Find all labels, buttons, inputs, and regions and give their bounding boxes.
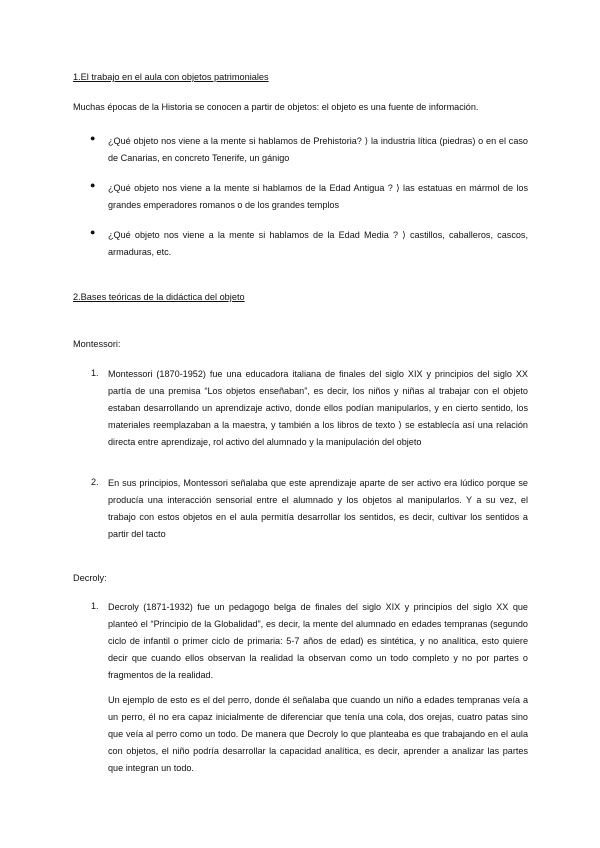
bullet-edad-antigua: ¿Qué objeto nos viene a la mente si hablamos de la Edad Antigua ? ⟩ las estatuas en mármol de los grandes emperadores romanos o de los grandes templos bbox=[108, 183, 528, 210]
bullet-edad-media: ¿Qué objeto nos viene a la mente si hablamos de la Edad Media ? ⟩ castillos, caballeros, cascos, armaduras, etc. bbox=[108, 230, 528, 257]
bullet-marker: ● bbox=[90, 227, 96, 237]
bullet-marker: ● bbox=[90, 133, 96, 143]
section2-heading: 2.Bases teóricas de la didáctica del objeto bbox=[73, 292, 245, 302]
montessori-item-2: En sus principios, Montessori señalaba que este aprendizaje aparte de ser activo era lúdico porque se producía una interacción sensorial entre el alumnado y los objetos al manipularlos. Y a su vez, el trabajo con estos objetos en el aula permitía desarrollar los sentidos, es decir, cultivar los sentidos a partir del tacto bbox=[108, 478, 528, 539]
montessori-item-1: Montessori (1870-1952) fue una educadora italiana de finales del siglo XIX y principios del siglo XX partía de una premisa “Los objetos enseñaban”, es decir, los niños y niñas al trabajar con el objeto estaban desarrollando un aprendizaje activo, donde ellos podían manipularlos, y en cierto sentido, los materiales reemplazaban a la maestra, y también a los libros de texto ⟩ se establecía así una relación directa entre aprendizaje, rol activo del alumnado y la manipulación del objeto bbox=[108, 369, 528, 447]
section1-intro: Muchas épocas de la Historia se conocen a partir de objetos: el objeto es una fuente de información. bbox=[73, 102, 479, 112]
decroly-example-paragraph: Un ejemplo de esto es el del perro, donde él señalaba que cuando un niño a edades tempranas veía a un perro, él no era capaz inicialmente de diferenciar que tenía una cola, dos orejas, cuatro patas sino que veía al perro como un todo. De manera que Decroly lo que planteaba es que trabajando en el aula con objetos, el niño podría desarrollar la capacidad analítica, es decir, aprender a analizar las partes que integran un todo. bbox=[108, 695, 528, 773]
bullet-marker: ● bbox=[90, 180, 96, 190]
list-number: 2. bbox=[91, 477, 99, 487]
bullet-prehistoria: ¿Qué objeto nos viene a la mente si hablamos de Prehistoria? ⟩ la industria lítica (piedras) o en el caso de Canarias, en concreto Tenerife, un gánigo bbox=[108, 136, 528, 163]
decroly-item-1: Decroly (1871-1932) fue un pedagogo belga de finales del siglo XIX y principios del siglo XX que planteó el “Principio de la Globalidad”, es decir, la mente del alumnado en edades tempranas (segundo ciclo de infantil o primer ciclo de primaria: 5-7 años de edad) es sintética, y no analítica, esto quiere decir que cuando ellos observan la realidad la observan como un todo completo y no por partes o fragmentos de la realidad. bbox=[108, 602, 528, 680]
montessori-label: Montessori: bbox=[73, 339, 121, 349]
decroly-label: Decroly: bbox=[73, 573, 107, 583]
list-number: 1. bbox=[91, 368, 99, 378]
list-number: 1. bbox=[91, 601, 99, 611]
section1-heading: 1.El trabajo en el aula con objetos patrimoniales bbox=[73, 72, 269, 82]
